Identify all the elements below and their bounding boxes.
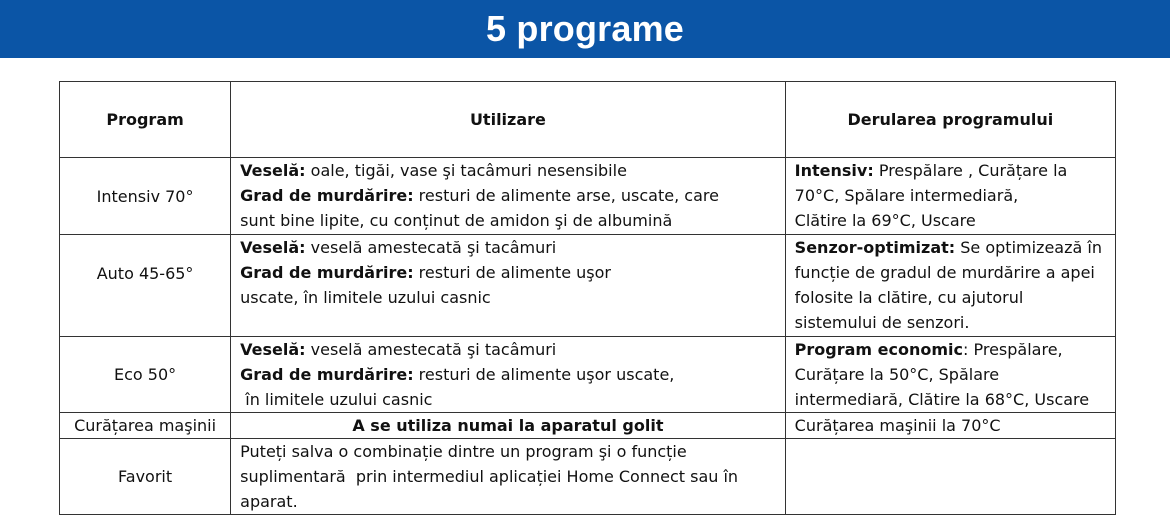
table-row [60,235,1116,337]
programs-table [59,81,1116,515]
run-text: funcție de gradul de murdărire a apei [794,263,1095,282]
header-banner [0,0,1170,58]
header-program: Program [60,82,231,158]
usage-label: Veselă: [240,340,306,359]
usage-text: resturi de alimente uşor [413,263,612,282]
run-text: Curățare la 50°C, Spălare [794,365,1000,384]
table-header-row [60,82,1116,158]
program-name: Eco 50° [60,337,231,413]
program-name: Favorit [60,439,231,515]
table-row [60,413,1116,439]
run-cell [785,158,1115,235]
usage-text: oale, tigăi, vase şi tacâmuri nesensibile [305,161,627,180]
page-title: 5 programe [485,8,685,49]
program-name: Intensiv 70° [60,158,231,235]
usage-label: Veselă: [240,161,306,180]
usage-cell [231,158,786,235]
run-text: : Prespălare, [963,340,1063,359]
usage-text: resturi de alimente uşor uscate, [413,365,675,384]
usage-text: aparat. [240,492,298,511]
usage-cell: A se utiliza numai la aparatul golit [231,413,786,439]
run-text: sistemului de senzori. [794,313,970,332]
run-text: folosite la clătire, cu ajutorul [794,288,1024,307]
table-row [60,337,1116,413]
table-row [60,439,1116,515]
run-cell [785,235,1115,337]
run-label: Program economic [794,340,964,359]
run-text: Se optimizează în [955,238,1102,257]
usage-text: resturi de alimente arse, uscate, care [413,186,719,205]
run-label: Senzor-optimizat: [794,238,956,257]
usage-cell [231,337,786,413]
run-text: Prespălare , Curățare la [873,161,1068,180]
table-row [60,158,1116,235]
usage-label: Grad de murdărire: [240,365,414,384]
usage-label: Grad de murdărire: [240,263,414,282]
usage-text: veselă amestecată şi tacâmuri [305,340,557,359]
usage-text: în limitele uzului casnic [240,390,433,409]
usage-text: sunt bine lipite, cu conținut de amidon şi de albumină [240,211,673,230]
usage-cell [231,439,786,515]
run-label: Intensiv: [794,161,874,180]
run-text: intermediară, Clătire la 68°C, Uscare [794,390,1090,409]
run-text: Clătire la 69°C, Uscare [794,211,976,230]
program-name: Curățarea maşinii [60,413,231,439]
header-usage: Utilizare [231,82,786,158]
program-name: Auto 45-65° [60,235,231,337]
usage-text: veselă amestecată şi tacâmuri [305,238,557,257]
header-run: Derularea programului [785,82,1115,158]
usage-text: uscate, în limitele uzului casnic [240,288,491,307]
run-cell [785,337,1115,413]
usage-text: Puteți salva o combinație dintre un program şi o funcție [240,442,687,461]
usage-text: suplimentară prin intermediul aplicației Home Connect sau în [240,467,739,486]
usage-label: Grad de murdărire: [240,186,414,205]
usage-label: Veselă: [240,238,306,257]
usage-cell [231,235,786,337]
run-cell: Curățarea maşinii la 70°C [785,413,1115,439]
run-cell [785,439,1115,515]
run-text: 70°C, Spălare intermediară, [794,186,1019,205]
